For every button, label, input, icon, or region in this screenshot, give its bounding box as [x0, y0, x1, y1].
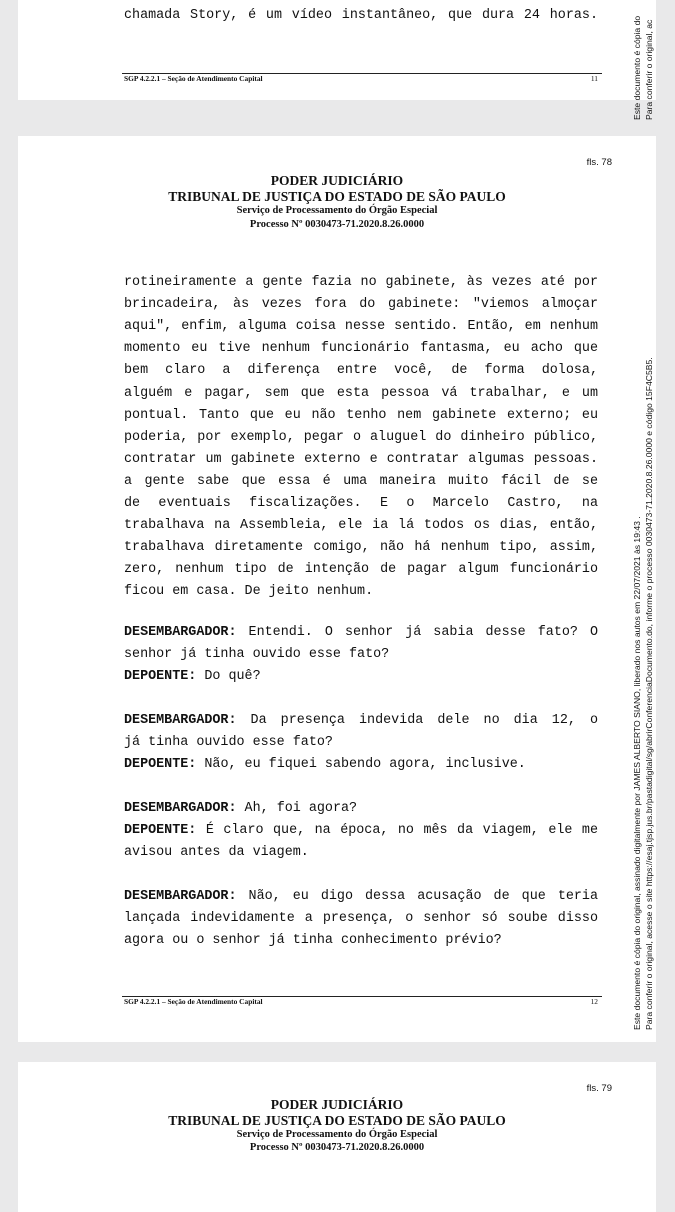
signature-notice-line-1: Este documento é cópia do original, assinado digitalmente por JAMES ALBERTO SIANO, liberado nos autos em 22/07/2021 às 19:43 . — [632, 516, 642, 1030]
dialogue-line: lançada indevidamente a presença, o senhor só soube disso — [124, 911, 598, 926]
header-court: PODER JUDICIÁRIO — [270, 173, 404, 188]
dialogue-line: DESEMBARGADOR: Não, eu digo dessa acusação de que teria — [124, 889, 598, 904]
paragraph-line: ficou em casa. De jeito nenhum. — [124, 584, 374, 600]
header-tribunal: TRIBUNAL DE JUSTIÇA DO ESTADO DE SÃO PAULO — [168, 189, 506, 204]
top-sidebar-line-2: Para conferir o original, ac — [644, 19, 654, 120]
header-court: PODER JUDICIÁRIO — [270, 1097, 404, 1112]
dialogue-line: já tinha ouvido esse fato? — [124, 735, 333, 750]
paragraph-line: zero, nenhum tipo de intenção de pagar algum funcionário — [124, 562, 598, 578]
folio-number: fls. 78 — [586, 157, 612, 168]
paragraph-line: brincadeira, às vezes fora do gabinete: "viemos almoçar — [124, 297, 598, 313]
paragraph-line: bem claro a diferença entre você, de forma dolosa, — [124, 363, 598, 379]
folio-number: fls. 79 — [586, 1083, 612, 1094]
header-tribunal: TRIBUNAL DE JUSTIÇA DO ESTADO DE SÃO PAULO — [168, 1113, 506, 1128]
top-sidebar-line-1: Este documento é cópia do — [632, 15, 642, 120]
footer-left: SGP 4.2.2.1 – Seção de Atendimento Capital — [124, 74, 263, 83]
paragraph-line: trabalhava na Assembleia, ele ia lá todos os dias, então, — [124, 518, 598, 534]
paragraph-line: de eventuais fiscalizações. E o Marcelo Castro, na — [124, 496, 598, 511]
page-12 — [18, 136, 656, 1042]
dialogue-line: DESEMBARGADOR: Entendi. O senhor já sabia desse fato? O — [124, 625, 598, 640]
paragraph-line: a gente sabe que essa é uma maneira muito fácil de se — [124, 473, 598, 489]
dialogue-line: agora ou o senhor já tinha conhecimento prévio? — [124, 933, 502, 948]
footer-page-number: 12 — [590, 997, 598, 1006]
dialogue-line: senhor já tinha ouvido esse fato? — [124, 647, 390, 662]
paragraph-line: momento eu tive nenhum funcionário fantasma, eu acho que — [124, 341, 598, 357]
paragraph-line: aqui", enfim, alguma coisa nesse sentido. Então, em nenhum — [124, 319, 598, 335]
paragraph-line: pontual. Tanto que eu não tenho nem gabinete externo; eu — [124, 407, 598, 423]
page-11-fragment — [18, 0, 656, 100]
paragraph-line: trabalhava diretamente comigo, não há nenhum tipo, assim, — [124, 540, 598, 556]
paragraph-line: rotineiramente a gente fazia no gabinete, às vezes até por — [124, 275, 598, 290]
header-process-number: Processo Nº 0030473-71.2020.8.26.0000 — [249, 219, 425, 230]
paragraph-line: poderia, por exemplo, pegar o aluguel do dinheiro público, — [124, 429, 598, 445]
dialogue-line: DESEMBARGADOR: Ah, foi agora? — [124, 801, 358, 816]
page-13-fragment — [18, 1062, 656, 1212]
footer-left: SGP 4.2.2.1 – Seção de Atendimento Capital — [124, 997, 263, 1006]
dialogue-line: DEPOENTE: É claro que, na época, no mês da viagem, ele me — [124, 823, 598, 838]
paragraph-line: alguém e pagar, sem que esta pessoa vá trabalhar, e um — [124, 385, 598, 401]
dialogue-line: avisou antes da viagem. — [124, 845, 309, 860]
header-service: Serviço de Processamento do Órgão Especial — [236, 1129, 438, 1140]
dialogue-line: DEPOENTE: Do quê? — [124, 669, 261, 684]
footer-page-number: 11 — [590, 74, 598, 83]
dialogue-line: DESEMBARGADOR: Da presença indevida dele no dia 12, o — [124, 713, 598, 728]
dialogue-line: DEPOENTE: Não, eu fiquei sabendo agora, inclusive. — [124, 757, 526, 772]
signature-notice-line-2: Para conferir o original, acesse o site https://esaj.tjsp.jus.br/pastadigital/sg/abrirConferenciaDocumento.do, informe o processo 0030473-71.2020.8.26.0000 e código 15F4C5B5. — [644, 357, 654, 1030]
header-service: Serviço de Processamento do Órgão Especial — [236, 205, 438, 216]
paragraph-line: contratar um gabinete externo e contratar algumas pessoas. — [124, 451, 598, 467]
page-11-last-line: chamada Story, é um vídeo instantâneo, que dura 24 horas. — [124, 8, 598, 23]
header-process-number: Processo Nº 0030473-71.2020.8.26.0000 — [249, 1142, 425, 1153]
